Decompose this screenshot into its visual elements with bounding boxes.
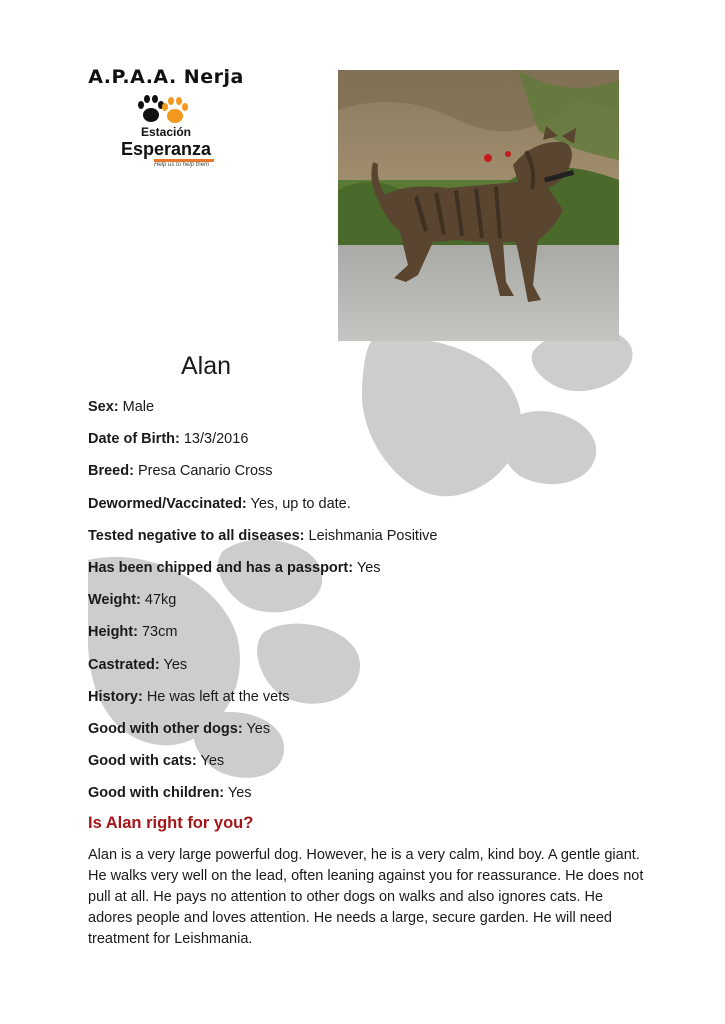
fact-breed [88, 461, 648, 493]
fact-value: Male [118, 399, 155, 415]
fact-label: Weight: [88, 592, 141, 609]
dog-description: Alan is a very large powerful dog. However, he is a very calm, kind boy. A gentle giant. He walks very well on the lead, often leaning against you for reassurance. He does not pull at all. He pays no attention to other dogs on walks and also ignores cats. He adores people and loves attention. He needs a large, secure garden. He will need treatment for Leishmania. [88, 847, 644, 947]
fact-date-of-birth [88, 429, 648, 461]
fact-value: Yes [224, 785, 252, 802]
fact-label: Date of Birth: [88, 431, 180, 448]
organization-logo [86, 66, 246, 178]
fact-sex [88, 397, 648, 429]
fact-value: Yes [242, 720, 271, 737]
fact-value: 47kg [140, 592, 177, 609]
fact-dewormed-vaccinated [88, 494, 648, 526]
fact-history [88, 687, 648, 719]
fact-height [88, 622, 648, 654]
fact-value: Leishmania Positive [304, 527, 438, 544]
fact-label: Good with cats: [88, 753, 197, 770]
fact-chipped-passport [88, 558, 648, 590]
fact-weight [88, 590, 648, 622]
section-heading: Is Alan right for you? [88, 814, 254, 832]
fact-value: Yes [353, 559, 381, 576]
fact-label: Tested negative to all diseases: [88, 527, 305, 544]
fact-value: 13/3/2016 [179, 431, 249, 448]
fact-value: Presa Canario Cross [133, 463, 273, 480]
fact-label: Has been chipped and has a passport: [88, 559, 354, 576]
fact-label: Breed: [88, 463, 134, 480]
dog-facts-list [88, 397, 648, 815]
fact-value: Yes [159, 656, 188, 673]
fact-label: Good with children: [88, 785, 225, 802]
fact-label: Height: [88, 624, 138, 641]
dog-photo [338, 70, 619, 341]
fact-disease-test [88, 526, 648, 558]
fact-label: Dewormed/Vaccinated: [88, 495, 247, 512]
fact-value: Yes, up to date. [246, 495, 351, 512]
fact-value: 73cm [137, 624, 178, 641]
paw-prints-icon [134, 94, 192, 126]
fact-label: Castrated: [88, 656, 160, 673]
logo-name: Esperanza [120, 139, 212, 159]
logo-tagline: Help us to help them [154, 162, 210, 168]
logo-subtitle: Estación [140, 125, 191, 139]
dog-name-heading: Alan [181, 352, 232, 380]
fact-value: He was left at the vets [142, 688, 290, 705]
fact-good-with-children [88, 783, 648, 815]
fact-label: History: [88, 688, 143, 705]
fact-label: Sex: [88, 399, 119, 415]
fact-good-with-cats [88, 751, 648, 783]
logo-title: A.P.A.A. Nerja [88, 66, 244, 88]
fact-value: Yes [196, 753, 225, 770]
fact-castrated [88, 655, 648, 687]
fact-good-with-dogs [88, 719, 648, 751]
fact-label: Good with other dogs: [88, 720, 243, 737]
